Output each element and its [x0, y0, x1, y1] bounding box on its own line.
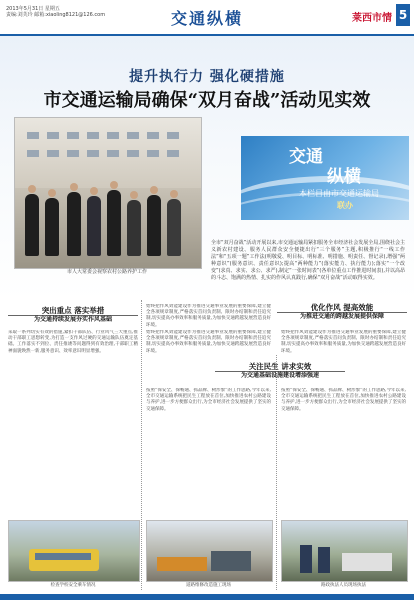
photo-road-enforcement	[281, 520, 408, 582]
article-1-title: 突出重点 落实举措	[41, 306, 105, 315]
subheadline: 提升执行力 强化硬措施	[129, 69, 285, 85]
photo-caption-1: 检查学校安全乘车情况	[50, 583, 96, 588]
photo-caption-2: 道路维修改造施工现场	[186, 583, 231, 588]
article-2-subtitle: 为推进交通的跨越发展提供保障	[277, 312, 407, 321]
photo-road-work	[146, 520, 273, 582]
middle-column-text: 始终把作风效能建设作为推进交通事业发展的重要保障,建立健全各项规章制度,严格落实首问负责制、限时办结制和责任追究制,切实提高办事效率和服务质量,为加快交通跨越发展营造良好环境。	[146, 304, 271, 328]
promo-title-2: 纵横	[327, 167, 361, 187]
article-2-body-cont: 始终把作风效能建设作为推进交通事业发展的重要保障,建立健全各项规章制度,严格落实首问负责制、限时办结制和责任追究制,切实提高办事效率和服务质量,为加快交通跨越发展营造良好环境。	[281, 330, 406, 354]
article-3-body: 按照“保安全、保畅通、抓品牌、树形象”的工作思路,今年以来,全市交通运输系统把民生工程放在首位,加快推进农村公路建设与养护,进一步方便群众出行,为全市经济社会发展提供了坚实的交通保障。	[146, 388, 271, 412]
article-1-body: 采取一系列切实有效的措施,紧扣干部队伍、行业风气三大重点,推动干部职工思想转变,为打造一支作风过硬的交通运输队伍奠定基础。工作落实不到位、责任推诿等问题得到有效治理,干部职工精神面貌焕然一新,服务意识、效率意识明显增强。	[8, 330, 138, 354]
article-2-body: 始终把作风效能建设作为推进交通事业发展的重要保障,建立健全各项规章制度,严格落实首问负责制、限时办结制和责任追究制,切实提高办事效率和服务质量,为加快交通跨越发展营造良好环境。	[146, 330, 271, 354]
main-photo-caption: 市人大常委会视察农村公路养护工作	[66, 269, 147, 275]
article-title-1	[8, 306, 138, 324]
headline: 市交通运输局确保“双月奋战”活动见实效	[43, 90, 371, 111]
building-backdrop	[15, 118, 201, 188]
bottom-rule	[0, 594, 414, 600]
masthead	[0, 0, 414, 36]
article-3-body-cont: 按照“保安全、保畅通、抓品牌、树形象”的工作思路,今年以来,全市交通运输系统把民生工程放在首位,加快推进农村公路建设与养护,进一步方便群众出行,为全市经济社会发展提供了坚实的交通保障。	[281, 388, 406, 412]
section-title: 交通纵横	[170, 9, 243, 28]
article-1-subtitle: 为交通持续发展夯实作风基础	[8, 315, 138, 324]
promo-sponsor: 本栏目由市交通运输局	[299, 189, 379, 198]
promo-title-1: 交通	[289, 147, 323, 167]
intro-paragraph: 全市“双月奋战”活动开展以来,市交通运输局紧扣服务全市经济社会发展全局,围绕社会主义新农村建设、服务人民群众安全便捷出行“三个服务”主题,积极推行“一线工作法”和“五项一题”工作法(明敬爱、明目标、明标准、明措施、明责任、督记录),增强“两种意识”(服务意识、责任意识);提高“两种能力”(落实能力、执行能力);落实“一个改变”(求真、求实、求公、求严),制定“一张时间表”(各单位重点工作推进时间表),并以高昂的斗志、饱满的热情、扎实的作风认真践行,确保“双月奋战”活动取得实效。	[211, 240, 405, 281]
article-3-subtitle: 为交通基础设施建设增添强速	[215, 371, 345, 380]
article-3-title: 关注民生 讲求实效	[248, 362, 312, 371]
article-2-title: 优化作风 提高效能	[310, 303, 374, 312]
photo-school-bus	[8, 520, 140, 582]
page-number: 5	[396, 4, 410, 26]
editor-contact: 责编:刘芙玲 邮箱:xiaoling8121@126.com	[6, 12, 106, 18]
article-title-2	[277, 303, 407, 321]
column-divider	[141, 300, 142, 590]
column-divider	[276, 355, 277, 590]
column-promo-banner	[241, 136, 409, 220]
issue-date: 2013年5月31日 星期五	[6, 6, 60, 12]
promo-joint: 联办	[337, 201, 353, 210]
article-title-3	[215, 362, 345, 380]
photo-caption-3: 路政执法人员现场执法	[321, 583, 366, 588]
column-tag: 莱西市情	[352, 13, 392, 24]
main-photo	[14, 117, 202, 269]
